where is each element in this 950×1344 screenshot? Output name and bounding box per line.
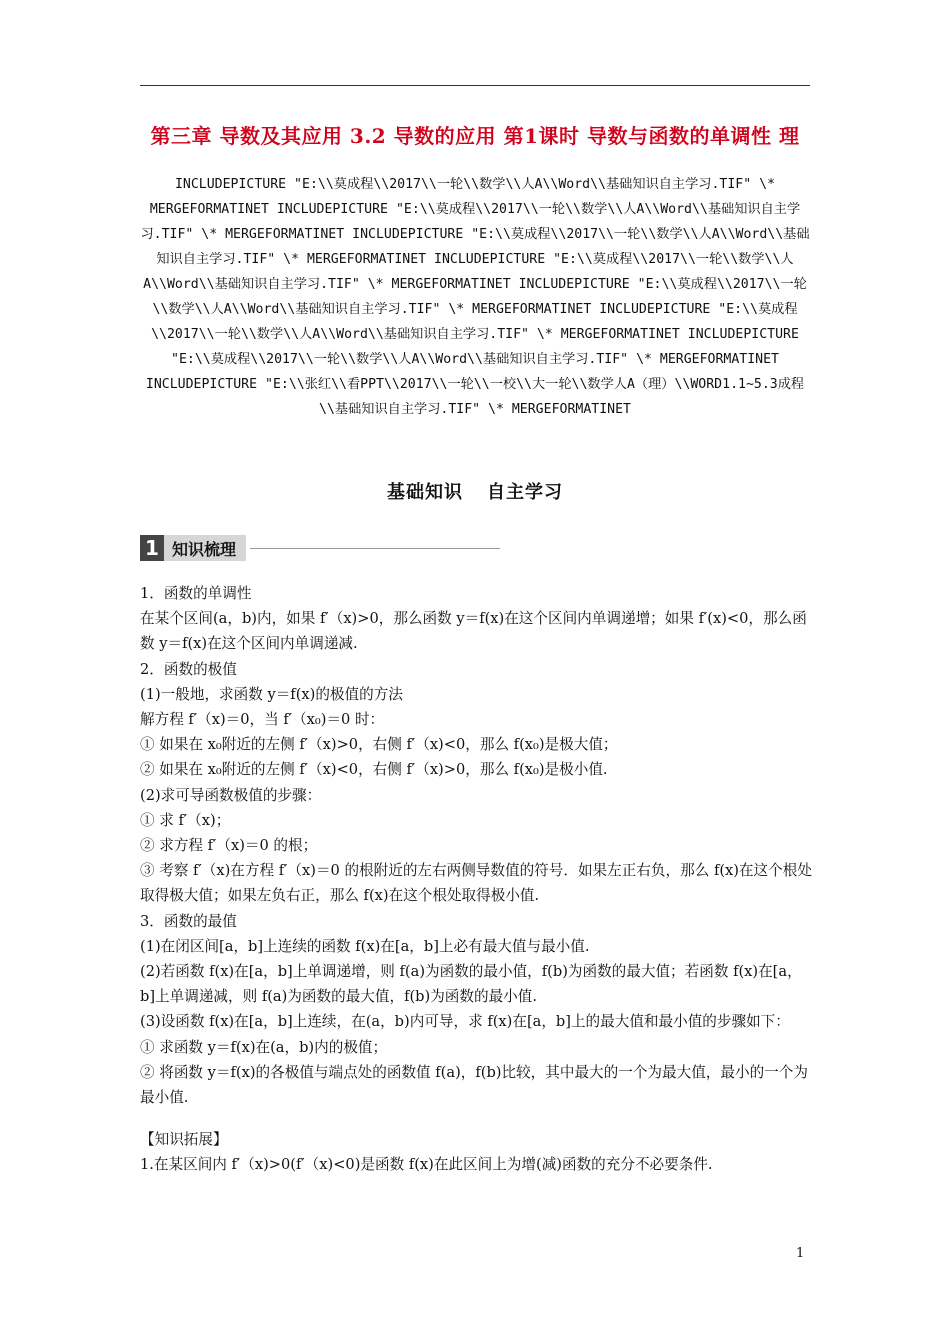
paragraph: ① 求 f′（x)； [140,811,231,829]
paragraph: ① 如果在 x₀附近的左侧 f′（x)>0，右侧 f′（x)<0，那么 f(x₀)是极大值； [140,736,618,754]
extension-title: 【知识拓展】 [140,1131,228,1149]
body-text [140,581,812,1178]
banner-number: 1 [140,535,164,561]
paragraph: (1)在闭区间[a，b]上连续的函数 f(x)在[a，b]上必有最大值与最小值. [140,937,590,955]
paragraph: (2)求可导函数极值的步骤： [140,786,322,804]
paragraph: ③ 考察 f′（x)在方程 f′（x)＝0 的根附近的左右两侧导数值的符号．如果左正右负，那么 f(x)在这个根处取得极大值；如果左负右正，那么 f(x)在这个根处取得极小值. [140,862,812,905]
knowledge-banner [140,535,500,561]
paragraph: 解方程 f′（x)＝0，当 f′（x₀)＝0 时： [140,711,385,729]
paragraph: 2．函数的极值 [140,660,237,678]
section-heading-part-a: 基础知识 [387,482,463,503]
section-heading-part-b: 自主学习 [487,482,563,503]
header-rule [140,85,810,86]
paragraph: ② 如果在 x₀附近的左侧 f′（x)<0，右侧 f′（x)>0，那么 f(x₀)是极小值. [140,761,608,779]
banner-rule [250,548,500,549]
paragraph: ① 求函数 y＝f(x)在(a，b)内的极值； [140,1038,388,1056]
paragraph: (3)设函数 f(x)在[a，b]上连续，在(a，b)内可导，求 f(x)在[a，b]上的最大值和最小值的步骤如下： [140,1013,790,1031]
paragraph: 3．函数的最值 [140,912,237,930]
page-number: 1 [796,1246,805,1261]
paragraph: ② 求方程 f′（x)＝0 的根； [140,837,318,855]
section-heading [140,478,810,504]
extension-line: 1.在某区间内 f′（x)>0(f′（x)<0)是函数 f(x)在此区间上为增(减)函数的充分不必要条件. [140,1156,713,1174]
paragraph: (1)一般地，求函数 y＝f(x)的极值的方法 [140,685,403,703]
includepicture-field-text: INCLUDEPICTURE "E:\\莫成程\\2017\\一轮\\数学\\人A\\Word\\基础知识自主学习.TIF" \* MERGEFORMATINET INCLUDEPICTURE "E:\\莫成程\\2017\\一轮\\数学\\人A\\Word\\基础知识自主学习.TIF" \* MERGEFORMATINET INCLUDEPICTURE "E:\\莫成程\\2017\\一轮\\数学\\人A\\Word\\基础知识自主学习.TIF" \* MERGEFORMATINET INCLUDEPICTURE "E:\\莫成程\\2017\\一轮\\数学\\人A\\Word\\基础知识自主学习.TIF" \* MERGEFORMATINET INCLUDEPICTURE "E:\\莫成程\\2017\\一轮\\数学\\人A\\Word\\基础知识自主学习.TIF" \* MERGEFORMATINET INCLUDEPICTURE "E:\\莫成程\\2017\\一轮\\数学\\人A\\Word\\基础知识自主学习.TIF" \* MERGEFORMATINET INCLUDEPICTURE "E:\\莫成程\\2017\\一轮\\数学\\人A\\Word\\基础知识自主学习.TIF" \* MERGEFORMATINET INCLUDEPICTURE "E:\\张红\\看PPT\\2017\\一轮\\一校\\大一轮\\数学人A（理）\\WORD1.1~5.3成程\\基础知识自主学习.TIF" \* MERGEFORMATINET [140,177,810,417]
paragraph: (2)若函数 f(x)在[a，b]上单调递增，则 f(a)为函数的最小值，f(b)为函数的最大值；若函数 f(x)在[a，b]上单调递减，则 f(a)为函数的最大值，f(b)为函数的最小值. [140,963,802,1006]
banner-label: 知识梳理 [164,535,246,561]
spacer [140,1110,812,1127]
paragraph: 1．函数的单调性 [140,585,252,602]
document-title: 第三章 导数及其应用 3.2 导数的应用 第1课时 导数与函数的单调性 理 [150,124,800,148]
paragraph: ② 将函数 y＝f(x)的各极值与端点处的函数值 f(a)，f(b)比较，其中最大的一个为最大值，最小的一个为最小值. [140,1063,808,1107]
paragraph: 在某个区间(a，b)内，如果 f′（x)>0，那么函数 y＝f(x)在这个区间内单调递增；如果 f′(x)<0，那么函数 y＝f(x)在这个区间内单调递减. [140,610,807,653]
